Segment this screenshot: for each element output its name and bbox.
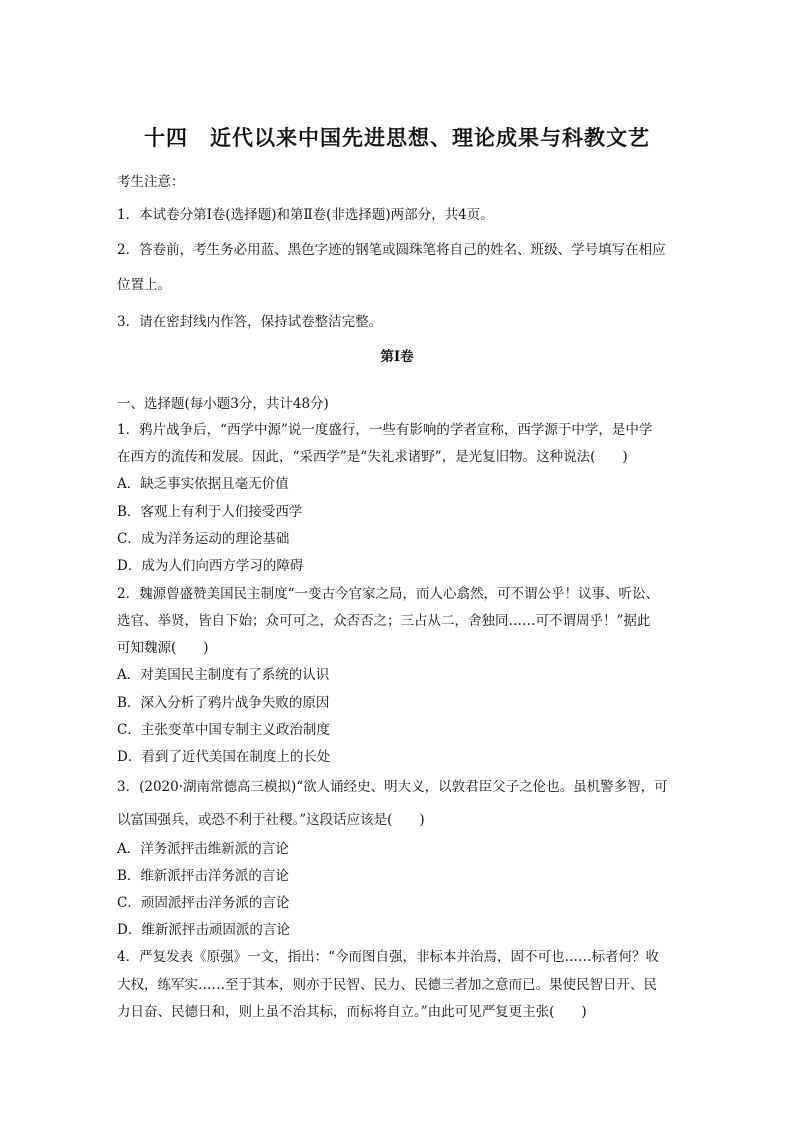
question-stem-line: 2．魏源曾盛赞美国民主制度“一变古今官家之局，而人心翕然，可不谓公乎！议事、听讼、 [117,586,659,602]
notice-item-1: 1．本试卷分第Ⅰ卷(选择题)和第Ⅱ卷(非选择题)两部分，共4页。 [117,207,494,223]
notice-item-3: 3．请在密封线内作答，保持试卷整洁完整。 [117,314,383,330]
question-stem-line: 可知魏源( ) [117,640,209,656]
section-heading: 一、选择题(每小题3分，共计48分) [117,396,329,412]
notice-item-2: 2．答卷前，考生务必用蓝、黑色字迹的钢笔或圆珠笔将自己的姓名、班级、学号填写在相应 [117,242,666,258]
question-stem-line: 选官、举贤，皆自下始；众可可之，众否否之；三占从二，舍独同……可不谓周乎！”据此 [117,613,651,629]
question-stem-line: 4．严复发表《原强》一文，指出：“今而图自强，非标本并治焉，固不可也……标者何？收 [117,949,659,965]
notice-item-2-continued: 位置上。 [117,277,171,293]
option-c: C．成为洋务运动的理论基础 [117,531,290,547]
question-stem-line: 3．(2020·湖南常德高三模拟)“欲人诵经史、明大义，以敦君臣父子之伦也。虽机警多智，可 [117,779,668,795]
option-a: A．对美国民主制度有了系统的认识 [117,667,330,683]
part-title: 第Ⅰ卷 [380,349,414,365]
option-a: A．洋务派抨击维新派的言论 [117,841,289,857]
option-b: B．深入分析了鸦片战争失败的原因 [117,695,330,711]
option-b: B．维新派抨击洋务派的言论 [117,868,289,884]
option-c: C．顽固派抨击洋务派的言论 [117,895,290,911]
question-stem-line: 在西方的流传和发展。因此，“采西学”是“失礼求诸野”，是光复旧物。这种说法( ) [117,449,628,465]
question-stem-line: 大权，练军实……至于其本，则亦于民智、民力、民德三者加之意而已。果使民智日开、民 [117,977,657,993]
option-d: D．成为人们向西方学习的障碍 [117,558,304,574]
option-c: C．主张变革中国专制主义政治制度 [117,722,330,738]
notice-heading: 考生注意： [117,174,185,190]
option-d: D．看到了近代美国在制度上的长处 [117,749,331,765]
question-stem-line: 以富国强兵，或恐不利于社稷。”这段话应该是( ) [117,812,425,828]
option-a: A．缺乏事实依据且毫无价值 [117,476,289,492]
page-title: 十四 近代以来中国先进思想、理论成果与科教文艺 [144,126,650,150]
option-b: B．客观上有利于人们接受西学 [117,504,303,520]
question-stem-line: 力日奋、民德日和，则上虽不治其标，而标将自立。”由此可见严复更主张( ) [117,1004,587,1020]
question-stem-line: 1．鸦片战争后，“西学中源”说一度盛行，一些有影响的学者宣称，西学源于中学，是中学 [117,422,653,438]
option-d: D．维新派抨击顽固派的言论 [117,922,290,938]
